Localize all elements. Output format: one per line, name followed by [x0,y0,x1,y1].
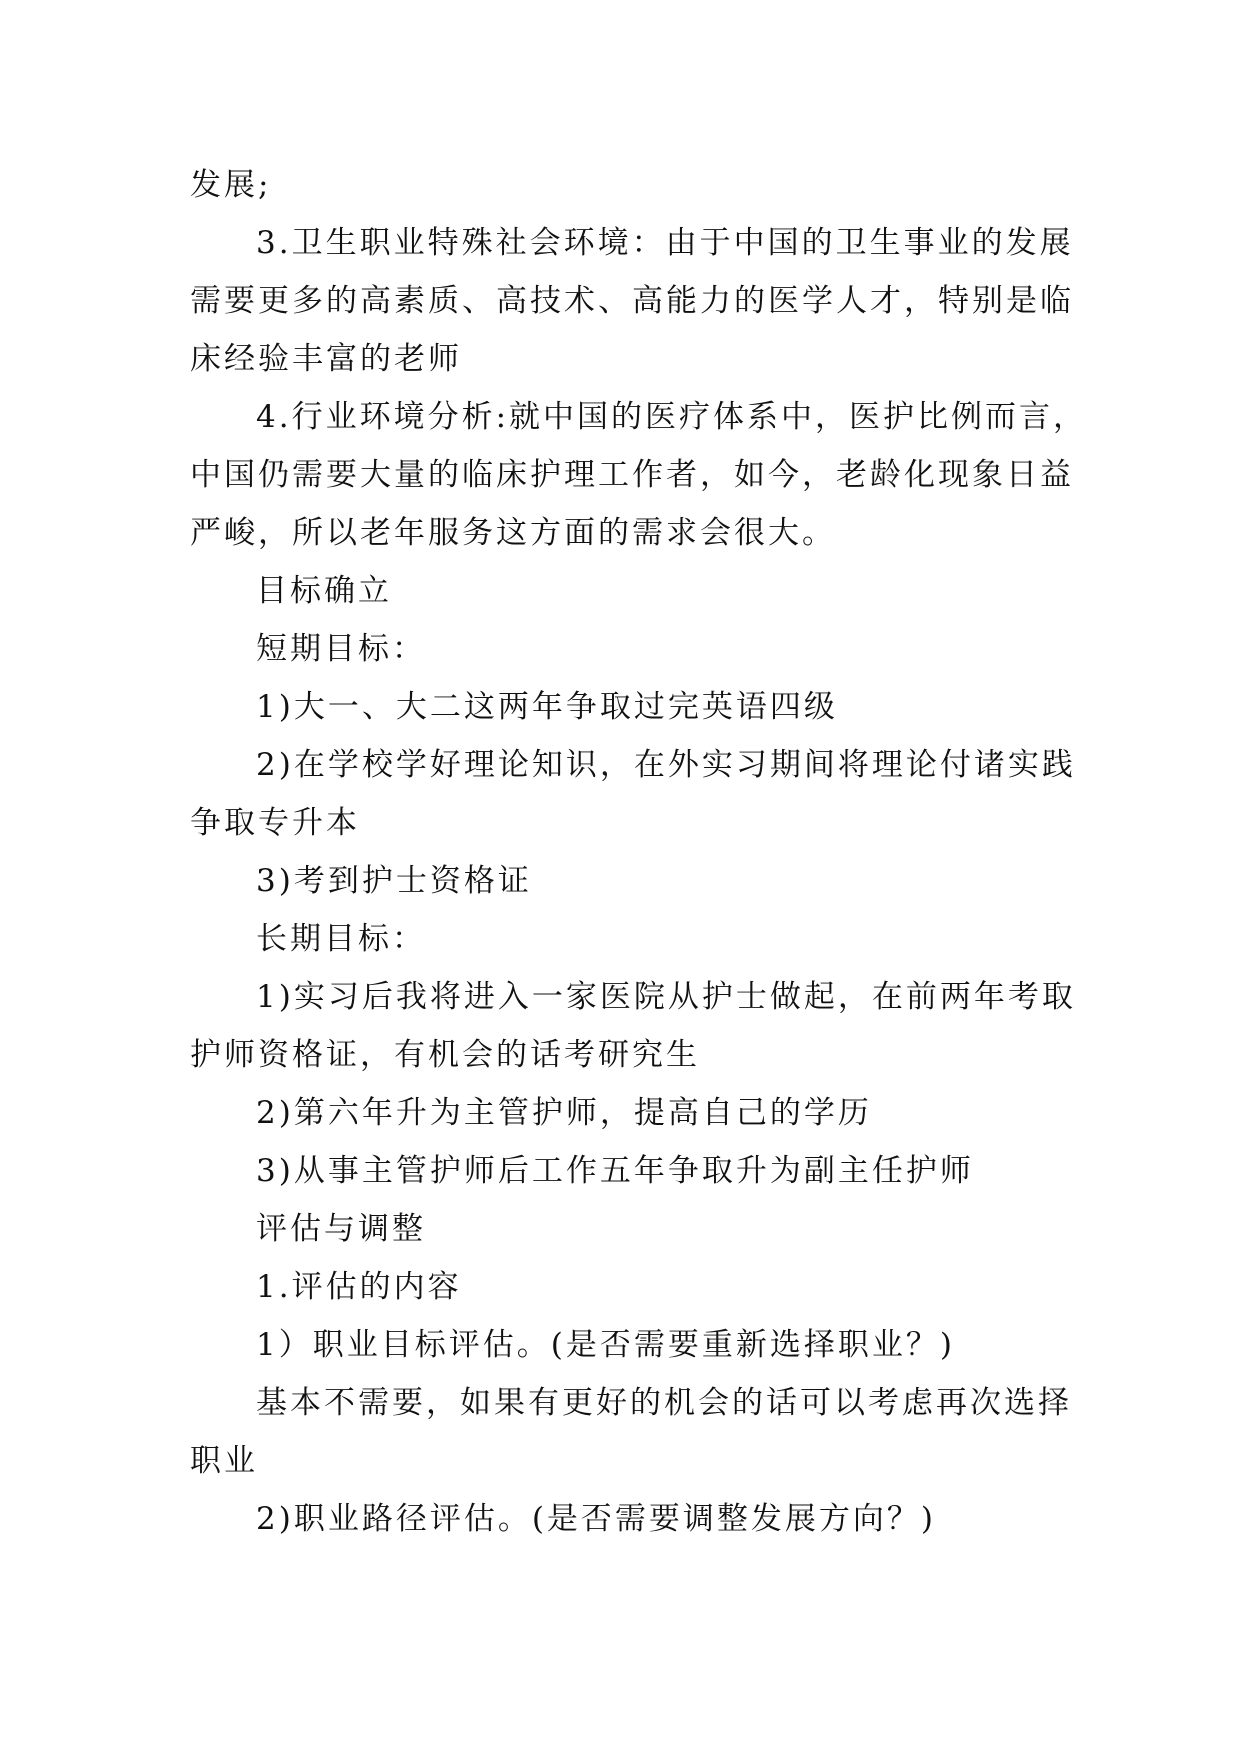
text-line: 3.卫生职业特殊社会环境：由于中国的卫生事业的发展 [256,225,1074,261]
text-line: 1.评估的内容 [256,1269,462,1305]
text-line: 争取专升本 [190,805,360,841]
text-line: 目标确立 [256,573,392,609]
document-body [190,156,1088,1548]
text-line: 护师资格证，有机会的话考研究生 [190,1037,700,1073]
text-line: 1）职业目标评估。(是否需要重新选择职业？) [256,1327,955,1363]
text-line: 中国仍需要大量的临床护理工作者，如今，老龄化现象日益 [190,457,1074,493]
text-line: 1)大一、大二这两年争取过完英语四级 [256,689,838,725]
text-line: 3)从事主管护师后工作五年争取升为副主任护师 [256,1153,974,1189]
text-line: 4.行业环境分析:就中国的医疗体系中，医护比例而言， [256,399,1088,435]
text-line: 3)考到护士资格证 [256,863,532,899]
text-line: 2)第六年升为主管护师，提高自己的学历 [256,1095,872,1131]
text-line: 基本不需要，如果有更好的机会的话可以考虑再次选择 [256,1385,1072,1421]
text-line: 2)职业路径评估。(是否需要调整发展方向？) [256,1501,937,1537]
text-line: 评估与调整 [256,1211,426,1247]
text-line: 短期目标： [256,631,426,667]
text-line: 严峻，所以老年服务这方面的需求会很大。 [190,515,836,551]
text-line: 2)在学校学好理论知识，在外实习期间将理论付诸实践 [256,747,1076,783]
text-line: 职业 [190,1443,258,1479]
text-line: 需要更多的高素质、高技术、高能力的医学人才，特别是临 [190,283,1074,319]
text-line: 发展; [190,167,272,203]
text-line: 1)实习后我将进入一家医院从护士做起，在前两年考取 [256,979,1076,1015]
text-line: 床经验丰富的老师 [190,341,462,377]
text-line: 长期目标： [256,921,426,957]
